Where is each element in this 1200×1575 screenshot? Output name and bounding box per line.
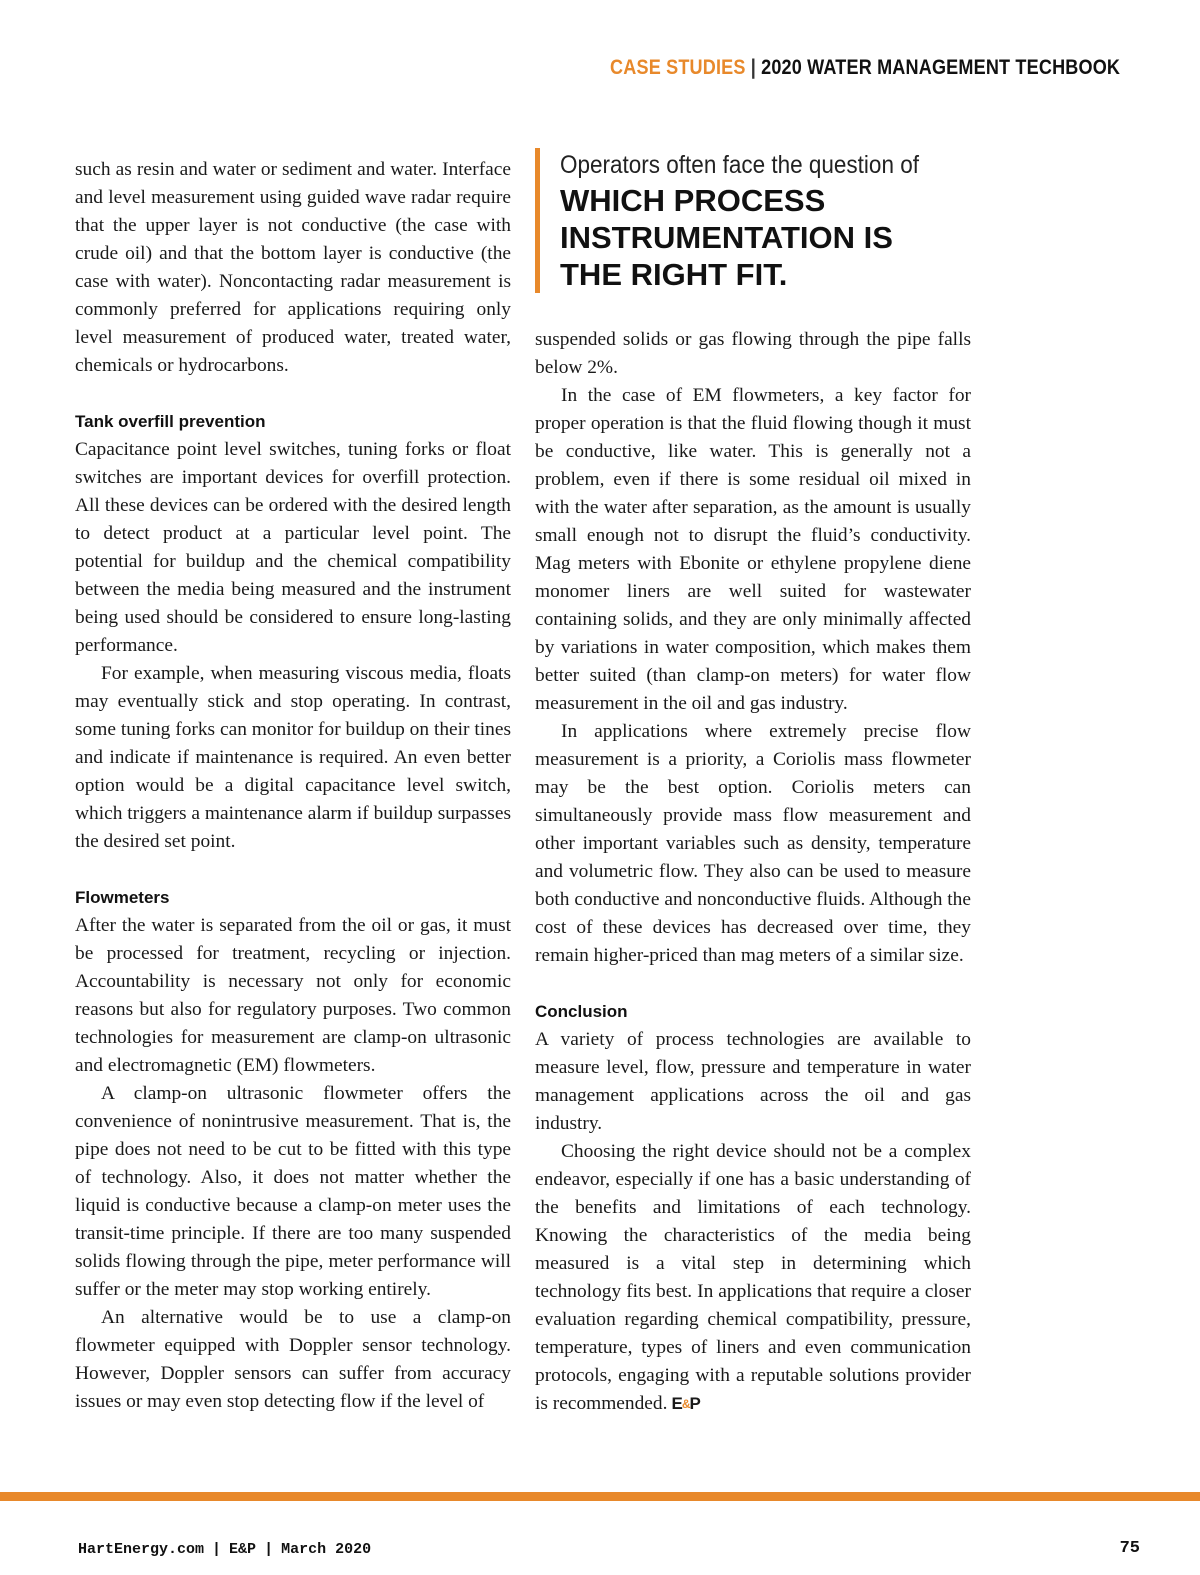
- pull-quote-lead: Operators often face the question of: [560, 151, 919, 179]
- left-column: [75, 156, 511, 1416]
- running-header: [610, 56, 1120, 80]
- page-number: 75: [1119, 1539, 1140, 1558]
- right-column: [535, 326, 971, 1418]
- paragraph-tank-2: For example, when measuring viscous media, floats may eventually stick and stop operating. In contrast, some tuning forks can monitor for buildup on their tines and indicate if maintenance is required. An even better option would be a digital capacitance level switch, which triggers a maintenance alarm if buildup surpasses the desired set point.: [75, 663, 511, 852]
- pull-quote-emphasis-2: INSTRUMENTATION IS: [560, 220, 893, 255]
- pull-quote: [535, 148, 1000, 293]
- paragraph-conclusion-2-text: Choosing the right device should not be a complex endeavor, especially if one has a basic understanding of the benefits and limitations of each technology. Knowing the characteristics of the media being measured is a vital step in determining which technology fits best. In applications that require a closer evaluation regarding chemical compatibility, pressure, temperature, types of liners and even communication protocols, engaging with a reputable solutions provider is recommended.: [535, 1141, 971, 1414]
- ep-end-mark-icon: [671, 1390, 699, 1418]
- paragraph-continued: suspended solids or gas flowing through the pipe falls below 2%.: [535, 329, 971, 378]
- paragraph-em-flowmeters: In the case of EM flowmeters, a key factor for proper operation is that the fluid flowing though it must be conductive, like water. This is generally not a problem, even if there is some residual oil mixed in with the water after separation, as the amount is usually small enough not to disrupt the fluid’s conductivity. Mag meters with Ebonite or ethylene propylene diene monomer liners are well suited for wastewater containing solids, and they are only minimally affected by variations in water composition, which makes them better suited (than clamp-on meters) for water flow measurement in the oil and gas industry.: [535, 385, 971, 714]
- paragraph-flow-3: An alternative would be to use a clamp-on flowmeter equipped with Doppler sensor technology. However, Doppler sensors can suffer from accuracy issues or may even stop detecting flow if the level of: [75, 1307, 511, 1412]
- footer-date: March 2020: [281, 1541, 372, 1558]
- paragraph-flow-1: After the water is separated from the oil or gas, it must be processed for treatment, recycling or injection. Accountability is necessary not only for economic reasons but also for regulatory purposes. Two common technologies for measurement are clamp-on ultrasonic and electromagnetic (EM) flowmeters.: [75, 915, 511, 1076]
- paragraph-coriolis: In applications where extremely precise flow measurement is a priority, a Coriolis mass flowmeter may be the best option. Coriolis meters can simultaneously provide mass flow measurement and other important variables such as density, temperature and volumetric flow. They also can be used to measure both conductive and nonconductive fluids. Although the cost of these devices has decreased over time, they remain higher-priced than mag meters of a similar size.: [535, 721, 971, 966]
- header-section: CASE STUDIES: [609, 56, 746, 79]
- heading-flowmeters: Flowmeters: [75, 888, 170, 907]
- footer-separator-2: |: [264, 1541, 274, 1558]
- footer-site: HartEnergy.com: [78, 1541, 205, 1558]
- heading-conclusion: Conclusion: [535, 1002, 628, 1021]
- footer-separator-1: |: [212, 1541, 222, 1558]
- pull-quote-emphasis-3: THE RIGHT FIT.: [560, 257, 788, 292]
- footer: [78, 1541, 371, 1558]
- ep-end-mark-amp: &: [681, 1397, 690, 1411]
- heading-tank-overfill: Tank overfill prevention: [75, 412, 266, 431]
- ep-end-mark-p: P: [689, 1394, 700, 1413]
- paragraph-conclusion-2: [535, 1138, 971, 1418]
- paragraph-flow-2: A clamp-on ultrasonic flowmeter offers the convenience of nonintrusive measurement. That is, the pipe does not need to be cut to be fitted with this type of technology. Also, it does not matter whether the liquid is conductive because a clamp-on meter uses the transit-time principle. If there are too many suspended solids flowing through the pipe, meter performance will suffer or the meter may stop working entirely.: [75, 1083, 511, 1300]
- paragraph-conclusion-1: A variety of process technologies are available to measure level, flow, pressure and temperature in water management applications across the oil and gas industry.: [535, 1029, 971, 1134]
- header-separator: |: [750, 56, 756, 79]
- footer-rule: [0, 1492, 1200, 1501]
- ep-end-mark-e: E: [671, 1394, 682, 1413]
- pull-quote-emphasis-1: WHICH PROCESS: [560, 183, 826, 218]
- header-publication: 2020 WATER MANAGEMENT TECHBOOK: [760, 56, 1120, 79]
- footer-magazine: E&P: [229, 1541, 257, 1558]
- paragraph-intro: such as resin and water or sediment and water. Interface and level measurement using guided wave radar require that the upper layer is not conductive (the case with crude oil) and that the bottom layer is conductive (the case with water). Noncontacting radar measurement is commonly preferred for applications requiring only level measurement of produced water, treated water, chemicals or hydrocarbons.: [75, 159, 511, 376]
- paragraph-tank-1: Capacitance point level switches, tuning forks or float switches are important devices for overfill protection. All these devices can be ordered with the desired length to detect product at a particular level point. The potential for buildup and the chemical compatibility between the media being measured and the instrument being used should be considered to ensure long-lasting performance.: [75, 439, 511, 656]
